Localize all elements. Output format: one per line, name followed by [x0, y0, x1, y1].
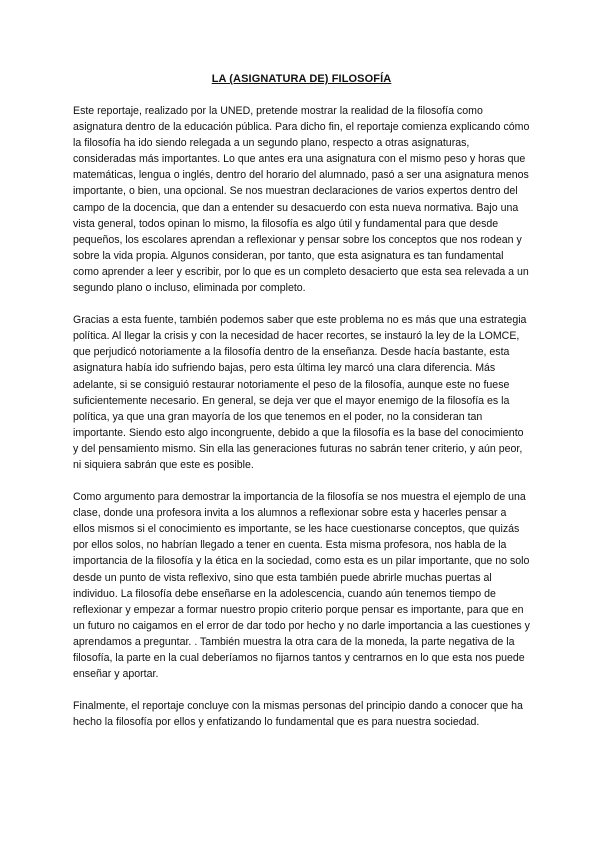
paragraph-introduction: Este reportaje, realizado por la UNED, pretende mostrar la realidad de la filosofía como asignatura dentro de la educación pública. Para dicho fin, el reportaje comienza explicando cómo la filosofía ha ido siendo relegada a un segundo plano, respecto a otras asignaturas, consideradas más importantes. Lo que antes era una asignatura con el mismo peso y horas que matemáticas, lengua o inglés, dentro del horario del alumnado, pasó a ser una asignatura menos importante, o bien, una opcional. Se nos muestran declaraciones de varios expertos dentro del campo de la docencia, que dan a entender su desacuerdo con esta nueva normativa. Bajo una vista general, todos opinan lo mismo, la filosofía es algo útil y fundamental para que desde pequeños, los escolares aprendan a reflexionar y pensar sobre los conceptos que nos rodean y sobre la vida propia. Algunos consideran, por tanto, que esta asignatura es tan fundamental como aprender a leer y escribir, por lo que es un completo desacierto que esta sea relevada a un segundo plano o incluso, eliminada por completo.: [73, 105, 530, 295]
document-title: LA (ASIGNATURA DE) FILOSOFÍA: [211, 73, 392, 85]
paragraph-class-example: Como argumento para demostrar la importancia de la filosofía se nos muestra el ejemplo de una clase, donde una profesora invita a los alumnos a reflexionar sobre esta y hacerles pensar a ellos mismos si el conocimiento es importante, se les hace cuestionarse conceptos, que quizás por ellos solos, no habrían llegado a tener en cuenta. Esta misma profesora, nos habla de la importancia de la filosofía y la ética en la sociedad, como esta es un pilar importante, que no solo desde un punto de vista reflexivo, sino que esta también puede abrirle muchas puertas al individuo. La filosofía debe enseñarse en la adolescencia, cuando aún tenemos tiempo de reflexionar y empezar a formar nuestro propio criterio porque pensar es importante, para que en un futuro no caigamos en el error de dar todo por hecho y no darle importancia a las cuestiones y aprendamos a preguntar. . También muestra la otra cara de la moneda, la parte negativa de la filosofía, la parte en la cual deberíamos no fijarnos tantos y centrarnos en lo que esta nos puede enseñar y aportar.: [73, 491, 530, 681]
paragraph-politics: Gracias a esta fuente, también podemos saber que este problema no es más que una estrategia política. Al llegar la crisis y con la necesidad de hacer recortes, se instauró la ley de la LOMCE, que perjudicó notoriamente a la filosofía dentro de la enseñanza. Desde hacía bastante, esta asignatura había ido sufriendo bajas, pero esta última ley marcó una clara diferencia. Más adelante, si se consiguió restaurar notoriamente el peso de la filosofía, aunque este no fuese suficientemente necesario. En general, se deja ver que el mayor enemigo de la filosofía es la política, ya que una gran mayoría de los que tenemos en el poder, no la consideran tan importante. Siendo esto algo incongruente, debido a que la filosofía es la base del conocimiento y del pensamiento mismo. Sin ella las generaciones futuras no sabrán tener criterio, y aún peor, ni siquiera sabrán que este es posible.: [73, 314, 527, 471]
paragraph-conclusion: Finalmente, el reportaje concluye con la mismas personas del principio dando a conocer que ha hecho la filosofía por ellos y enfatizando lo fundamental que es para nuestra sociedad.: [73, 700, 523, 729]
